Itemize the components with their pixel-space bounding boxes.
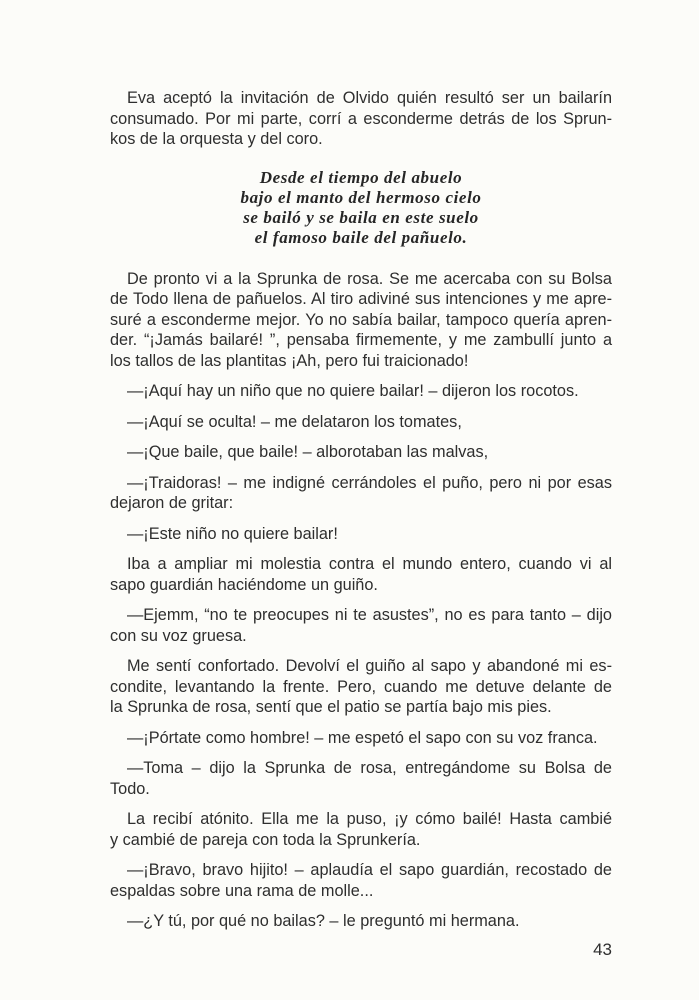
poem-line: bajo el manto del hermoso cielo bbox=[240, 187, 482, 207]
paragraph bbox=[110, 860, 612, 901]
poem-line: Desde el tiempo del abuelo bbox=[259, 167, 463, 187]
text-line: Eva aceptó la invitación de Olvido quién resultó ser un bailarín bbox=[127, 89, 612, 107]
text-line: de Todo llena de pañuelos. Al tiro adiviné sus intenciones y me apre- bbox=[110, 290, 612, 308]
text-line: kos de la orquesta y del coro. bbox=[110, 130, 323, 148]
text-line: dejaron de gritar: bbox=[110, 494, 234, 512]
paragraph bbox=[110, 524, 612, 545]
text-line: —¡Traidoras! – me indigné cerrándoles el puño, pero ni por esas bbox=[127, 473, 612, 492]
page-body-text bbox=[110, 88, 612, 932]
text-line: espaldas sobre una rama de molle... bbox=[110, 881, 374, 900]
poem-line: se bailó y se baila en este suelo bbox=[243, 207, 479, 227]
text-line: sapo guardián haciéndome un guiño. bbox=[110, 575, 378, 594]
text-line: La recibí atónito. Ella me la puso, ¡y cómo bailé! Hasta cambié bbox=[127, 810, 612, 828]
paragraph bbox=[110, 442, 612, 463]
paragraph bbox=[110, 809, 612, 850]
text-line: la Sprunka de rosa, sentí que el patio se partía bajo mis pies. bbox=[110, 698, 552, 716]
text-line: —¡Pórtate como hombre! – me espetó el sapo con su voz franca. bbox=[127, 728, 598, 747]
text-line: De pronto vi a la Sprunka de rosa. Se me acercaba con su Bolsa bbox=[127, 269, 612, 288]
text-line: —¿Y tú, por qué no bailas? – le preguntó mi hermana. bbox=[127, 912, 520, 930]
text-line: con su voz gruesa. bbox=[110, 626, 247, 645]
paragraph bbox=[110, 656, 612, 718]
text-line: —¡Este niño no quiere bailar! bbox=[127, 524, 338, 543]
paragraph bbox=[110, 381, 612, 402]
text-line: Me sentí confortado. Devolví el guiño al sapo y abandoné mi es- bbox=[127, 657, 612, 675]
paragraph bbox=[110, 88, 612, 150]
paragraph bbox=[110, 269, 612, 372]
paragraph bbox=[110, 728, 612, 749]
text-line: —Toma – dijo la Sprunka de rosa, entregándome su Bolsa de bbox=[127, 759, 612, 777]
paragraph bbox=[110, 473, 612, 514]
paragraph bbox=[110, 554, 612, 595]
text-line: —¡Bravo, bravo hijito! – aplaudía el sapo guardián, recostado de bbox=[127, 861, 612, 879]
text-line: y cambié de pareja con toda la Sprunkería. bbox=[110, 830, 421, 849]
text-line: —¡Aquí se oculta! – me delataron los tomates, bbox=[127, 412, 462, 431]
text-line: Todo. bbox=[110, 779, 150, 798]
poem-stanza bbox=[110, 168, 612, 248]
paragraph bbox=[110, 758, 612, 799]
text-line: consumado. Por mi parte, corrí a esconderme detrás de los Sprun- bbox=[110, 109, 612, 128]
text-line: der. “¡Jamás bailaré! ”, pensaba firmemente, y me zambullí junto a bbox=[110, 331, 612, 349]
text-line: —Ejemm, “no te preocupes ni te asustes”, no es para tanto – dijo bbox=[127, 606, 612, 624]
text-line: condite, levantando la frente. Pero, cuando me detuve delante de bbox=[110, 677, 612, 696]
text-line: suré a esconderme mejor. Yo no sabía bailar, tampoco quería apren- bbox=[110, 310, 612, 329]
text-line: los tallos de las plantitas ¡Ah, pero fui traicionado! bbox=[110, 351, 469, 370]
text-line: Iba a ampliar mi molestia contra el mundo entero, cuando vi al bbox=[127, 555, 612, 573]
text-line: —¡Que baile, que baile! – alborotaban las malvas, bbox=[127, 443, 489, 461]
page-number: 43 bbox=[593, 940, 612, 959]
paragraph bbox=[110, 412, 612, 433]
poem-line: el famoso baile del pañuelo. bbox=[254, 227, 468, 247]
text-line: —¡Aquí hay un niño que no quiere bailar! – dijeron los rocotos. bbox=[127, 382, 579, 400]
paragraph bbox=[110, 911, 612, 932]
paragraph bbox=[110, 605, 612, 646]
